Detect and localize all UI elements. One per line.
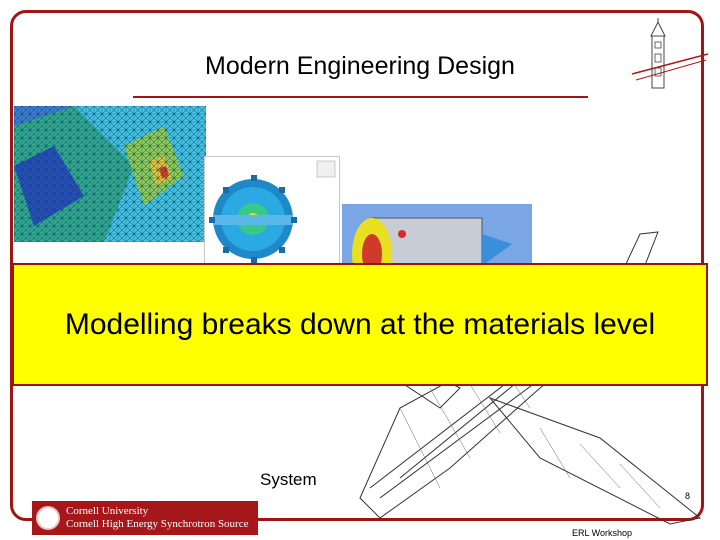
clock-tower-logo	[628, 18, 710, 90]
highlight-banner	[12, 263, 708, 386]
gear-shaft-model-image	[204, 156, 340, 266]
cornell-logo	[32, 501, 258, 535]
logo-line-chess: Cornell High Energy Synchrotron Source	[66, 518, 249, 530]
banner-text: Modelling breaks down at the materials level	[64, 307, 656, 341]
finite-element-mesh-image	[14, 106, 206, 242]
system-label: System	[260, 470, 317, 489]
page-number: 8	[685, 491, 691, 501]
logo-line-university: Cornell University	[66, 505, 149, 517]
title-underline	[133, 96, 588, 98]
cornell-seal-icon	[36, 506, 60, 530]
slide-title: Modern Engineering Design	[205, 52, 515, 80]
cornell-logo-text	[66, 505, 249, 531]
footer-text: ERL Workshop	[572, 528, 633, 538]
